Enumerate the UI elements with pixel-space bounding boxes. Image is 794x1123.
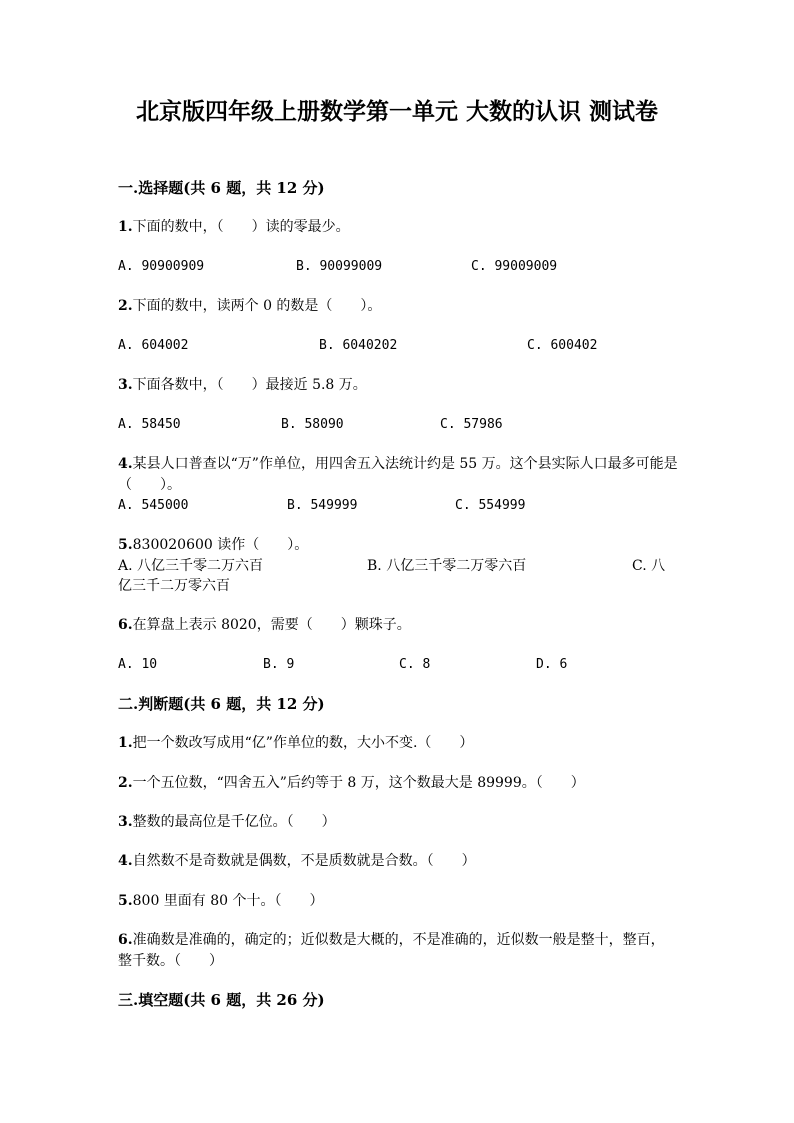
question-2-4: [118, 851, 678, 872]
option-1-1-a: A. 90900909: [118, 259, 205, 274]
question-number: 5.: [118, 537, 133, 553]
question-number: 4.: [118, 853, 133, 869]
question-2-6: [118, 930, 678, 972]
question-number: 3.: [118, 814, 133, 830]
question-1-6: [118, 615, 678, 636]
question-text: 某县人口普查以“万”作单位，用四舍五入法统计约是 55 万。这个县实际人口最多可能是（ ）。: [118, 456, 678, 493]
section-heading-2: 二.判断题(共 6 题，共 12 分): [118, 695, 325, 713]
question-1-4: [118, 454, 678, 496]
question-2-3: [118, 812, 678, 833]
option-1-3-a: A. 58450: [118, 417, 181, 432]
question-text: 把一个数改写成用“亿”作单位的数，大小不变.（ ）: [132, 735, 474, 751]
question-2-1: [118, 733, 678, 754]
option-1-4-c: C. 554999: [455, 498, 526, 513]
option-1-6-b: B. 9: [263, 657, 295, 672]
question-number: 1.: [118, 735, 133, 751]
question-1-1: [118, 217, 678, 238]
question-number: 2.: [118, 298, 133, 314]
question-number: 3.: [118, 377, 133, 393]
question-text: 在算盘上表示 8020，需要（ ）颗珠子。: [132, 617, 411, 633]
option-1-6-c: C. 8: [399, 657, 431, 672]
option-1-3-c: C. 57986: [440, 417, 503, 432]
option-1-1-b: B. 90099009: [296, 259, 383, 274]
question-text: 下面的数中，（ ）读的零最少。: [132, 219, 350, 235]
question-number: 6.: [118, 617, 133, 633]
question-1-2: [118, 296, 678, 317]
question-text: 下面的数中，读两个 0 的数是（ ）。: [132, 298, 382, 314]
page-title: 北京版四年级上册数学第一单元 大数的认识 测试卷: [135, 98, 658, 125]
option-1-5-a: A. 八亿三千零二万六百: [118, 558, 264, 574]
question-1-3: [118, 375, 678, 396]
option-1-4-b: B. 549999: [287, 498, 358, 513]
option-1-1-c: C. 99009009: [471, 259, 558, 274]
option-1-5-c: C. 八: [632, 558, 666, 574]
option-1-2-a: A. 604002: [118, 338, 189, 353]
question-number: 5.: [118, 893, 133, 909]
question-2-2: [118, 773, 678, 794]
question-text: 整数的最高位是千亿位。（ ）: [132, 814, 336, 830]
option-1-5-b: B. 八亿三千零二万零六百: [367, 558, 527, 574]
option-1-3-b: B. 58090: [281, 417, 344, 432]
option-1-6-a: A. 10: [118, 657, 158, 672]
question-text: 一个五位数，“四舍五入”后约等于 8 万，这个数最大是 89999。（ ）: [132, 775, 585, 791]
question-number: 1.: [118, 219, 133, 235]
option-1-2-b: B. 6040202: [319, 338, 398, 353]
question-1-5: [118, 535, 678, 556]
section-heading-1: 一.选择题(共 6 题，共 12 分): [118, 179, 325, 197]
question-text: 800 里面有 80 个十。（ ）: [132, 893, 324, 909]
question-2-5: [118, 891, 678, 912]
question-text: 准确数是准确的，确定的；近似数是大概的，不是准确的，近似数一般是整十，整百，整千数。（ ）: [118, 932, 665, 969]
section-heading-3: 三.填空题(共 6 题，共 26 分): [118, 991, 325, 1009]
option-1-4-a: A. 545000: [118, 498, 189, 513]
option-1-6-d: D. 6: [536, 657, 568, 672]
option-1-5-c-cont: 亿三千二万零六百: [118, 578, 230, 594]
question-text: 自然数不是奇数就是偶数，不是质数就是合数。（ ）: [132, 853, 476, 869]
question-text: 下面各数中，（ ）最接近 5.8 万。: [132, 377, 367, 393]
question-number: 4.: [118, 456, 133, 472]
question-number: 2.: [118, 775, 133, 791]
option-1-2-c: C. 600402: [527, 338, 598, 353]
question-text: 830020600 读作（ ）。: [132, 537, 309, 553]
question-number: 6.: [118, 932, 133, 948]
